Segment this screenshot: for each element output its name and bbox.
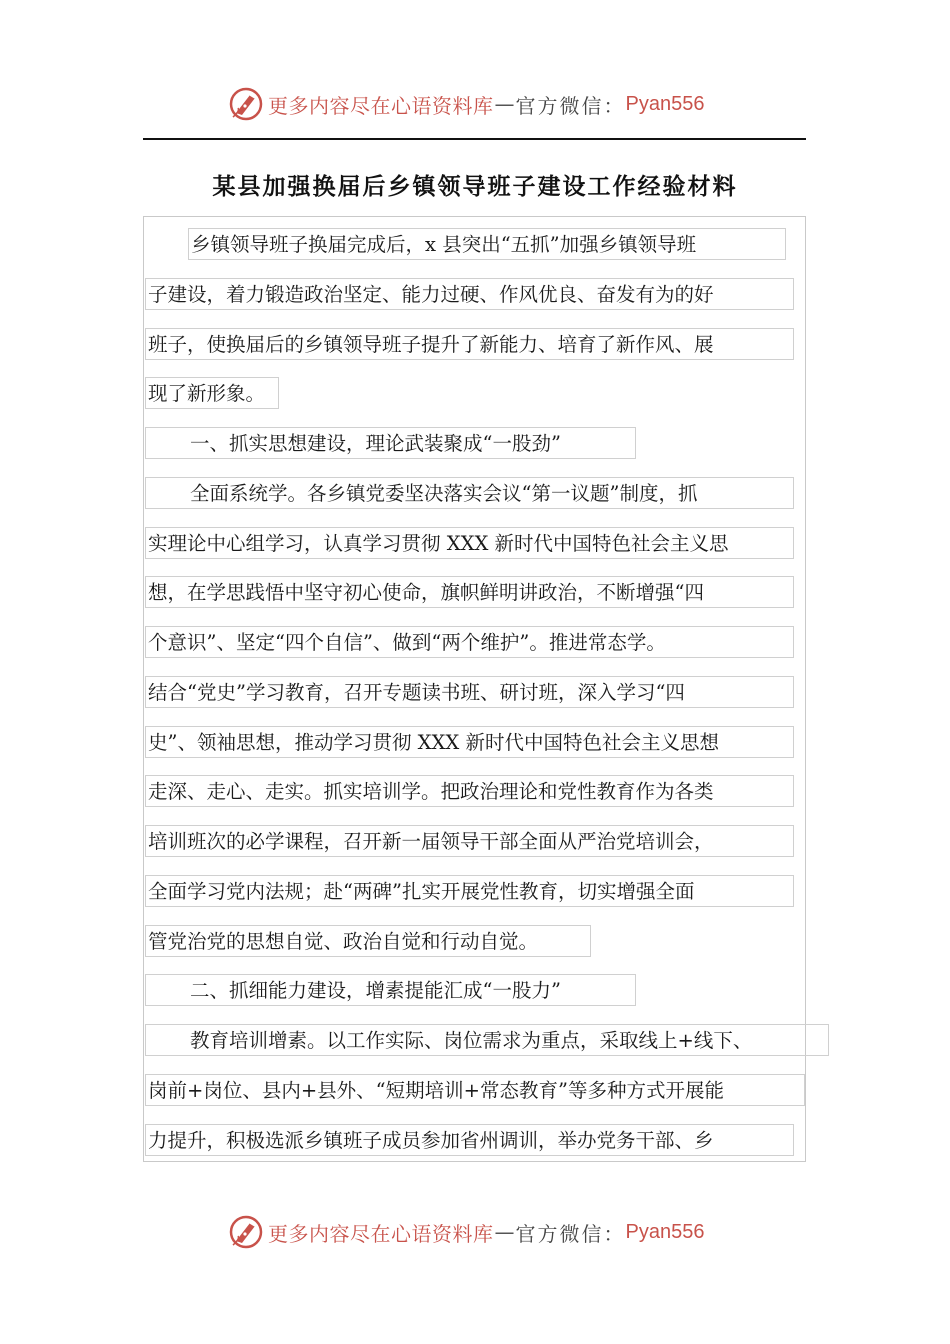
banner-dash: — (494, 92, 515, 116)
body-text-line: 现了新形象。 (145, 377, 279, 409)
pen-nib-logo-icon (228, 86, 264, 122)
body-text-line: 岗前+岗位、县内+县外、“短期培训+常态教育”等多种方式开展能 (145, 1074, 805, 1106)
body-text-line: 史”、领袖思想，推动学习贯彻 XXX 新时代中国特色社会主义思想 (145, 726, 794, 758)
body-text-line: 全面学习党内法规；赴“两碑”扎实开展党性教育，切实增强全面 (145, 875, 794, 907)
banner-promo-text: 更多内容尽在心语资料库 (268, 93, 494, 118)
banner-dash: — (494, 1220, 515, 1244)
body-text-line: 班子，使换届后的乡镇领导班子提升了新能力、培育了新作风、展 (145, 328, 794, 360)
banner-official-label: 官方微信： (515, 1221, 626, 1246)
banner-promo-text: 更多内容尽在心语资料库 (268, 1221, 494, 1246)
body-text-line: 子建设，着力锻造政治坚定、能力过硬、作风优良、奋发有为的好 (145, 278, 794, 310)
body-text-line: 力提升，积极选派乡镇班子成员参加省州调训，举办党务干部、乡 (145, 1124, 794, 1156)
body-text-line: 培训班次的必学课程，召开新一届领导干部全面从严治党培训会， (145, 825, 794, 857)
banner-wechat-id: Pyan556 (625, 92, 705, 115)
body-text-line: 想，在学思践悟中坚守初心使命，旗帜鲜明讲政治，不断增强“四 (145, 576, 794, 608)
document-title: 某县加强换届后乡镇领导班子建设工作经验材料 (212, 173, 738, 200)
body-text-line: 教育培训增素。以工作实际、岗位需求为重点，采取线上+线下、 (145, 1024, 829, 1056)
body-text-line: 管党治党的思想自觉、政治自觉和行动自觉。 (145, 925, 591, 957)
banner-official-label: 官方微信： (515, 93, 626, 118)
body-text-line: 乡镇领导班子换届完成后，x 县突出“五抓”加强乡镇领导班 (188, 228, 786, 260)
banner-wechat-id: Pyan556 (625, 1220, 705, 1243)
body-text-line: 一、抓实思想建设，理论武装聚成“一股劲” (145, 427, 636, 459)
pen-nib-logo-icon (228, 1214, 264, 1250)
bottom-watermark-banner (0, 1212, 950, 1252)
body-text-line: 二、抓细能力建设，增素提能汇成“一股力” (145, 974, 636, 1006)
body-text-line: 结合“党史”学习教育，召开专题读书班、研讨班，深入学习“四 (145, 676, 794, 708)
body-text-line: 全面系统学。各乡镇党委坚决落实会议“第一议题”制度，抓 (145, 477, 794, 509)
header-divider (143, 138, 806, 140)
body-text-line: 走深、走心、走实。抓实培训学。把政治理论和党性教育作为各类 (145, 775, 794, 807)
body-text-line: 个意识”、坚定“四个自信”、做到“两个维护”。推进常态学。 (145, 626, 794, 658)
top-watermark-banner (0, 84, 950, 124)
body-text-line: 实理论中心组学习，认真学习贯彻 XXX 新时代中国特色社会主义思 (145, 527, 794, 559)
